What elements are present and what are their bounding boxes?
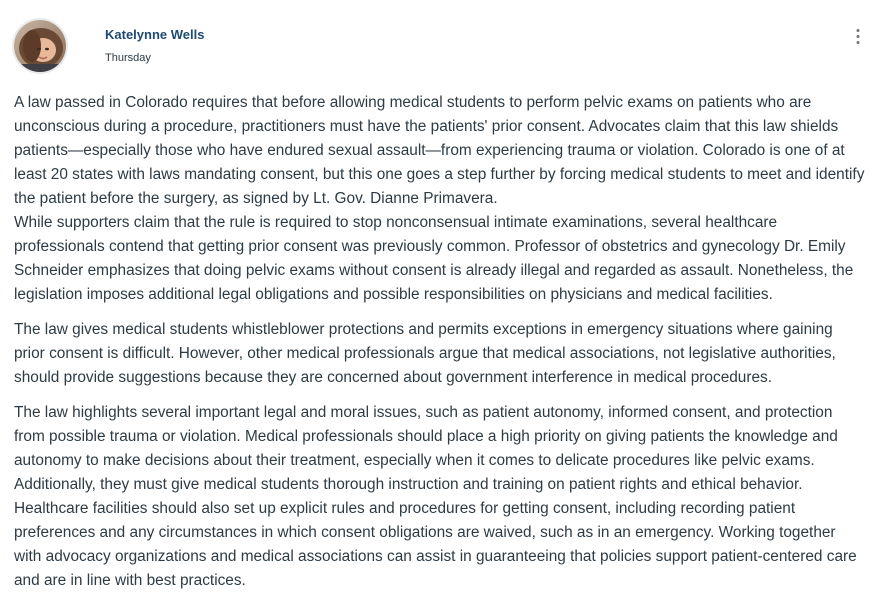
author-name[interactable]: Katelynne Wells [105, 27, 205, 42]
post-paragraph: While supporters claim that the rule is required to stop nonconsensual intimate examinations, several healthcare professionals contend that getting prior consent was previously common. Professor of obstetrics and gynecology Dr. Emily Schneider emphasizes that doing pelvic exams without consent is already illegal and regarded as assault. Nonetheless, the legislation imposes additional legal obligations and possible responsibilities on physicians and medical facilities. [14, 214, 854, 303]
post-paragraph: The law gives medical students whistleblower protections and permits exceptions in emergency situations where gaining prior consent is difficult. However, other medical professionals argue that medical associations, not legislative authorities, should provide suggestions because they are concerned about government interference in medical procedures. [14, 321, 836, 386]
author-avatar[interactable] [14, 20, 66, 72]
post-date: Thursday [105, 52, 151, 64]
kebab-menu-icon[interactable] [848, 27, 868, 47]
post-header [0, 0, 877, 80]
post-paragraph: The law highlights several important legal and moral issues, such as patient autonomy, informed consent, and protection from possible trauma or violation. Medical professionals should place a high priority on giving patients the knowledge and autonomy to make decisions about their treatment, especially when it comes to delicate procedures like pelvic exams. Additionally, they must give medical students thorough instruction and training on patient rights and ethical behavior. Healthcare facilities should also set up explicit rules and procedures for getting consent, including recording patient preferences and any circumstances in which consent obligations are waived, such as in an emergency. Working together with advocacy organizations and medical associations can assist in guaranteeing that policies support patient-centered care and are in line with best practices. [14, 404, 857, 589]
post-body [14, 91, 866, 593]
post-paragraph: A law passed in Colorado requires that before allowing medical students to perform pelvic exams on patients who are unconscious during a procedure, practitioners must have the patients' prior consent. Advocates claim that this law shields patients—especially those who have endured sexual assault—from experiencing trauma or violation. Colorado is one of at least 20 states with laws mandating consent, but this one goes a step further by forcing medical students to meet and identify the patient before the surgery, as signed by Lt. Gov. Dianne Primavera. [14, 94, 865, 207]
